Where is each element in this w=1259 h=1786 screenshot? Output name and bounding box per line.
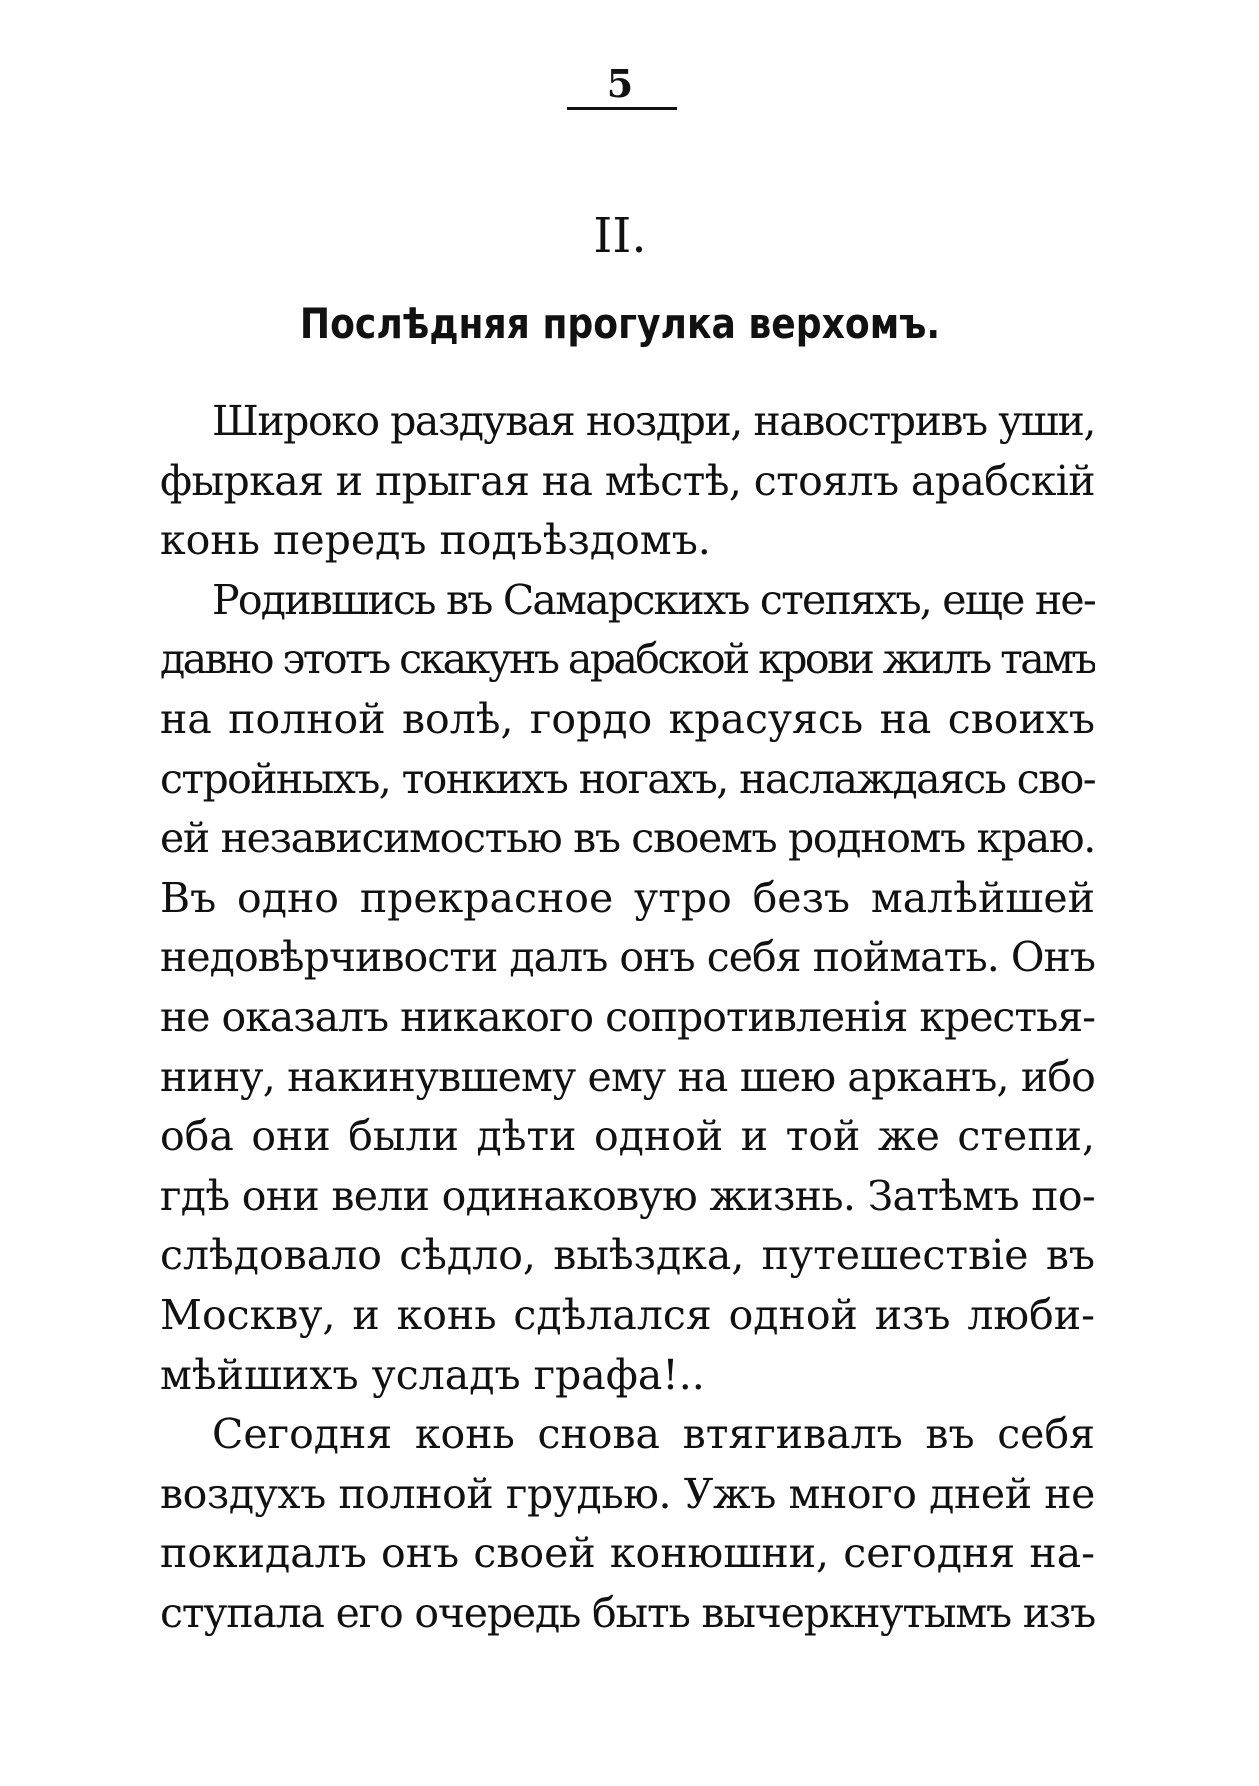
chapter-number: II. (593, 208, 647, 264)
text-line: Широко раздувая ноздри, навостривъ уши, (212, 397, 1095, 445)
chapter-title: Послѣдняя прогулка верхомъ. (299, 299, 941, 348)
text-line: ступала его очередь быть вычеркнутымъ изъ (160, 1588, 1095, 1637)
text-line: ей независимостью въ своемъ родномъ краю. (160, 814, 1095, 863)
text-line: покидалъ онъ своей конюшни, сегодня на- (160, 1529, 1095, 1578)
text-line: воздухъ полной грудью. Ужъ много дней не (160, 1469, 1095, 1518)
text-line: стройныхъ, тонкихъ ногахъ, наслаждаясь сво- (160, 754, 1095, 803)
page-number-rule (567, 107, 677, 110)
text-line: нину, накинувшему ему на шею арканъ, ибо (160, 1052, 1095, 1101)
text-line: не оказалъ никакого сопротивленія крестья- (160, 992, 1095, 1041)
text-line: мѣйшихъ усладъ графа!.. (160, 1350, 705, 1399)
page-number: 5 (606, 61, 634, 106)
text-line: на полной волѣ, гордо красуясь на своихъ (160, 694, 1095, 743)
text-line: слѣдовало сѣдло, выѣздка, путешествіе въ (160, 1231, 1095, 1280)
text-line: Сегодня конь снова втягивалъ въ себя (212, 1410, 1095, 1459)
text-line: Въ одно прекрасное утро безъ малѣйшей (160, 873, 1095, 922)
text-line: давно этотъ скакунъ арабской крови жилъ тамъ (160, 635, 1095, 684)
text-line: фыркая и прыгая на мѣстѣ, стоялъ арабскій (160, 456, 1095, 505)
text-line: недовѣрчивости далъ онъ себя поймать. Онъ (160, 933, 1095, 982)
text-line: гдѣ они вели одинаковую жизнь. Затѣмъ по- (160, 1171, 1095, 1220)
text-line: оба они были дѣти одной и той же степи, (160, 1112, 1095, 1161)
body-text (160, 392, 1095, 1643)
text-line: Родившись въ Самарскихъ степяхъ, еще не- (212, 575, 1095, 624)
text-line: Москву, и конь сдѣлался одной изъ люби- (160, 1290, 1095, 1339)
text-line: конь передъ подъѣздомъ. (160, 516, 711, 565)
